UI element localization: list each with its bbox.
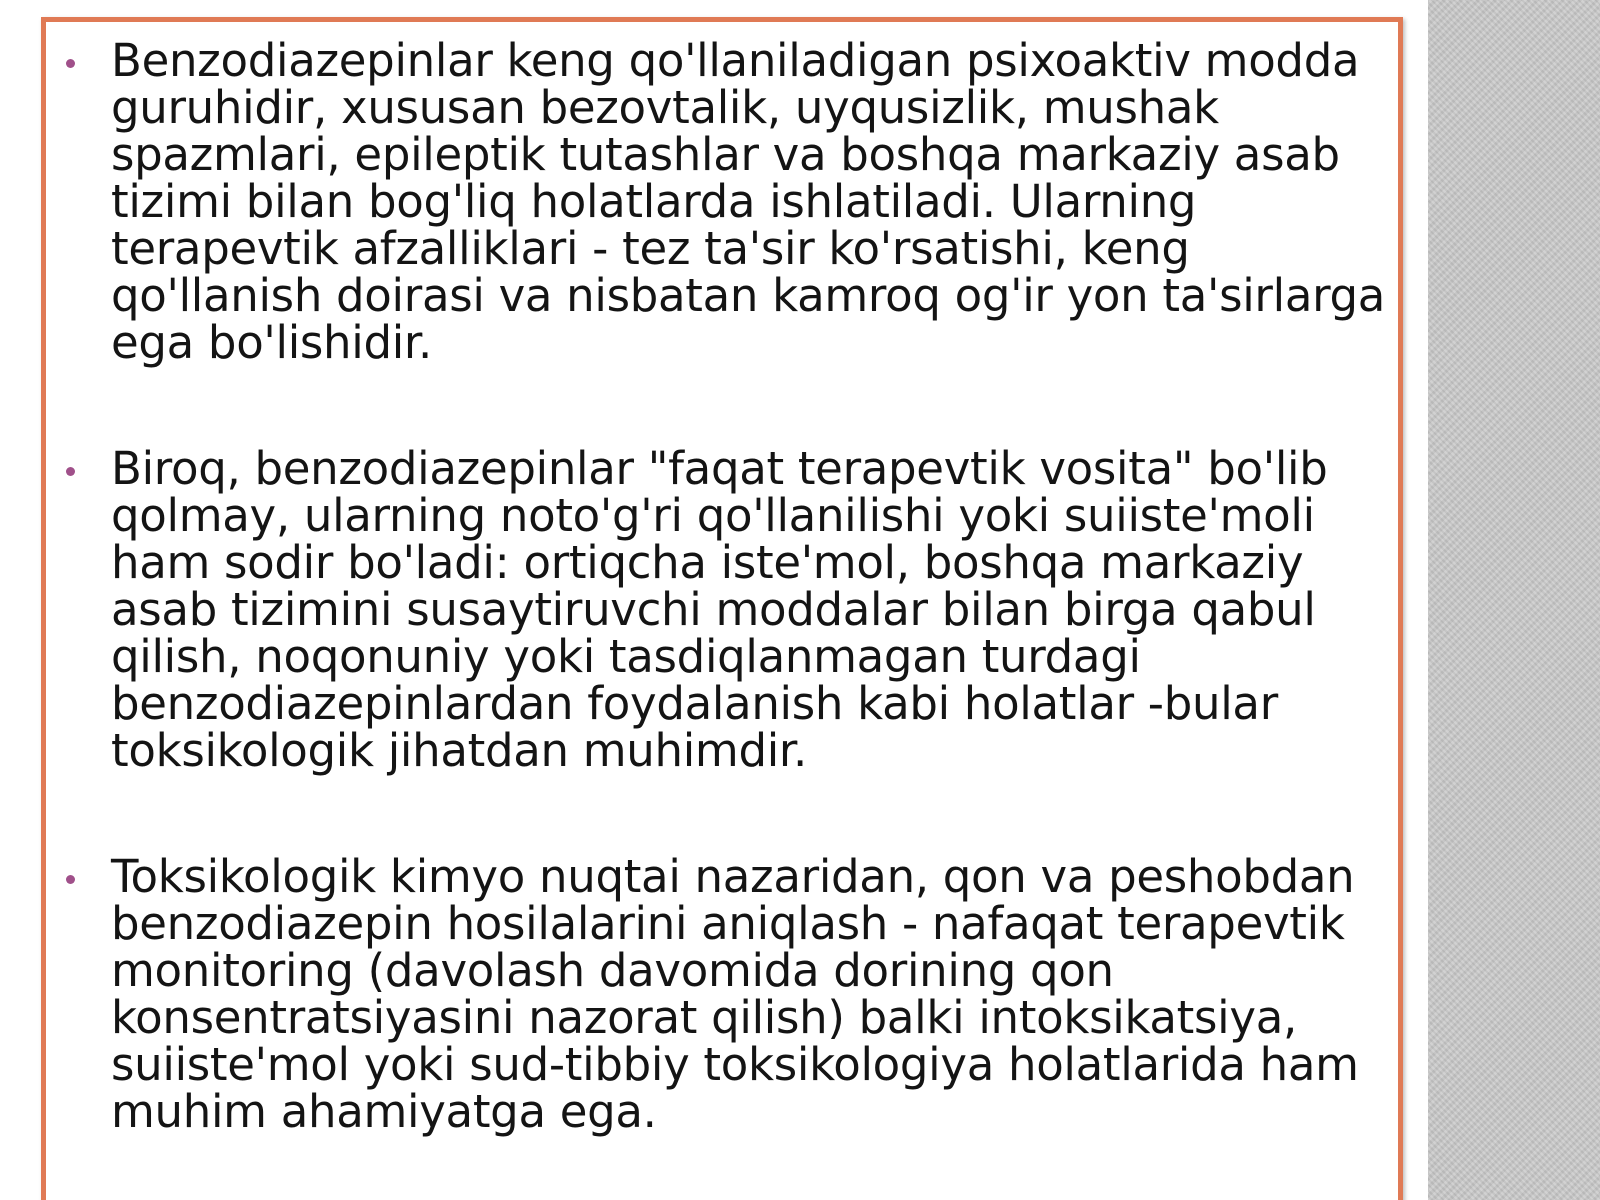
side-texture-panel — [1428, 0, 1600, 1200]
bullet-dot-icon — [66, 875, 75, 884]
bullet-dot-icon — [66, 467, 75, 476]
content-frame — [41, 17, 1403, 1200]
bullet-text: Biroq, benzodiazepinlar "faqat terapevtik vosita" bo'lib qolmay, ularning noto'g'ri qo'llanilishi yoki suiiste'moli ham sodir bo'ladi: ortiqcha iste'mol, boshqa markaziy asab tizimini susaytiruvchi moddalar bilan birga qabul qilish, noqonuniy yoki tasdiqlanmagan turdagi benzodiazepinlardan foydalanish kabi holatlar -bular toksikologik jihatdan muhimdir. — [111, 442, 1328, 777]
bullet-dot-icon — [66, 59, 75, 68]
bullet-text: Toksikologik kimyo nuqtai nazaridan, qon va peshobdan benzodiazepin hosilalarini aniqlash - nafaqat terapevtik monitoring (davolash davomida dorining qon konsentratsiyasini nazorat qilish) balki intoksikatsiya, suiiste'mol yoki sud-tibbiy toksikologiya holatlarida ham muhim ahamiyatga ega. — [111, 850, 1359, 1138]
bullet-text: Benzodiazepinlar keng qo'llaniladigan psixoaktiv modda guruhidir, xususan bezovtalik, uyqusizlik, mushak spazmlari, epileptik tutashlar va boshqa markaziy asab tizimi bilan bog'liq holatlarda ishlatiladi. Ularning terapevtik afzalliklari - tez ta'sir ko'rsatishi, keng qo'llanish doirasi va nisbatan kamroq og'ir yon ta'sirlarga ega bo'lishidir. — [111, 34, 1386, 369]
